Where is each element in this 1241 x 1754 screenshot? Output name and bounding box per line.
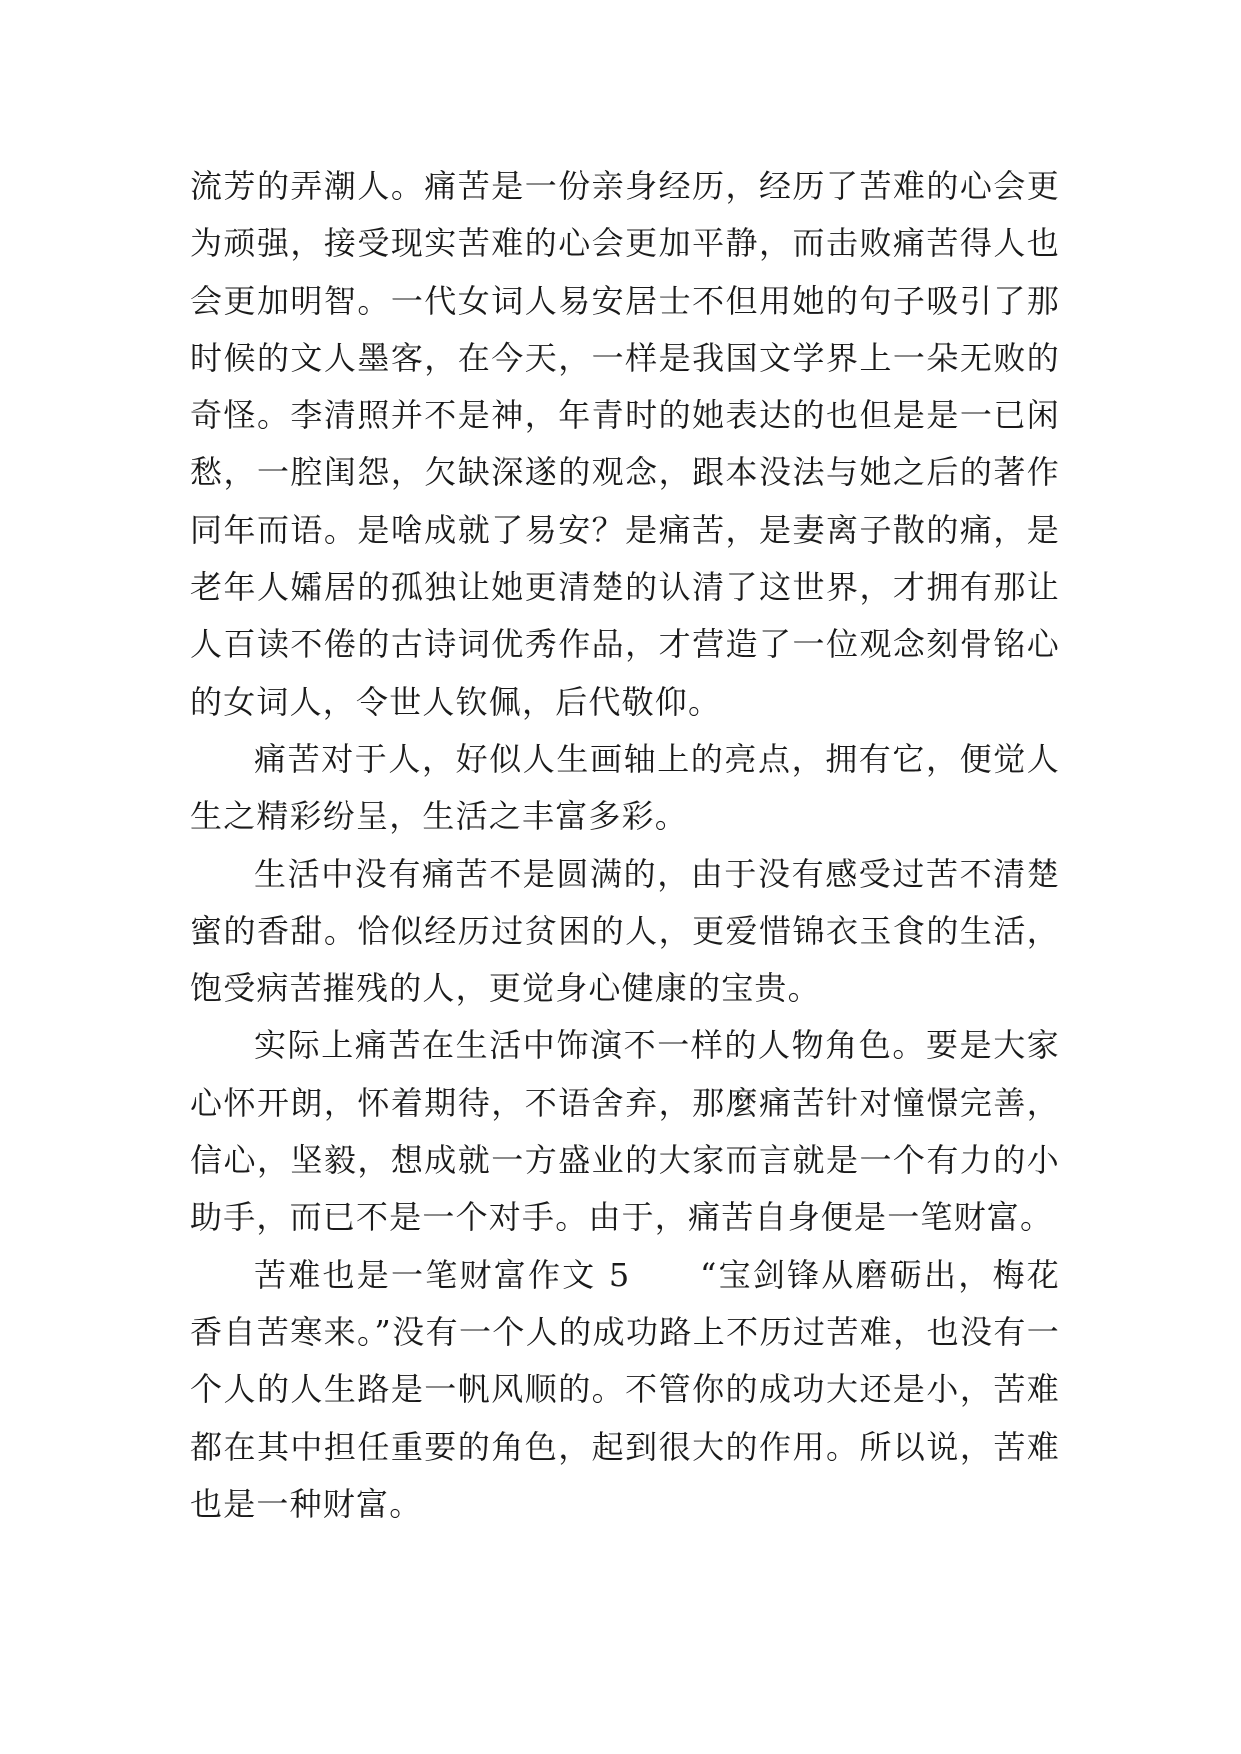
paragraph-2: 痛苦对于人，好似人生画轴上的亮点，拥有它，便觉人生之精彩纷呈，生活之丰富多彩。 <box>190 739 1060 836</box>
paragraph-1: 流芳的弄潮人。痛苦是一份亲身经历，经历了苦难的心会更为顽强，接受现实苦难的心会更加平静，而击败痛苦得人也会更加明智。一代女词人易安居士不但用她的句子吸引了那时候的文人墨客，在今天，一样是我国文学界上一朵无败的奇怪。李清照并不是神，年青时的她表达的也但是是一已闲愁，一腔闺怨，欠缺深遂的观念，跟本没法与她之后的著作同年而语。是啥成就了易安？是痛苦，是妻离子散的痛，是老年人孀居的孤独让她更清楚的认清了这世界，才拥有那让人百读不倦的古诗词优秀作品，才营造了一位观念刻骨铭心的女词人，令世人钦佩，后代敬仰。 <box>190 167 1060 721</box>
document-body <box>190 158 1060 1533</box>
paragraph-3: 生活中没有痛苦不是圆满的，由于没有感受过苦不清楚蜜的香甜。恰似经历过贫困的人，更爱惜锦衣玉食的生活，饱受病苦摧残的人，更觉身心健康的宝贵。 <box>190 854 1060 1008</box>
paragraph-5: 苦难也是一笔财富作文 5 “宝剑锋从磨砺出，梅花香自苦寒来。”没有一个人的成功路上不历过苦难，也没有一个人的人生路是一帆风顺的。不管你的成功大还是小，苦难都在其中担任重要的角色，起到很大的作用。所以说，苦难也是一种财富。 <box>190 1255 1060 1523</box>
paragraph-4: 实际上痛苦在生活中饰演不一样的人物角色。要是大家心怀开朗，怀着期待，不语舍弃，那麼痛苦针对憧憬完善，信心，坚毅，想成就一方盛业的大家而言就是一个有力的小助手，而已不是一个对手。由于，痛苦自身便是一笔财富。 <box>190 1026 1060 1237</box>
